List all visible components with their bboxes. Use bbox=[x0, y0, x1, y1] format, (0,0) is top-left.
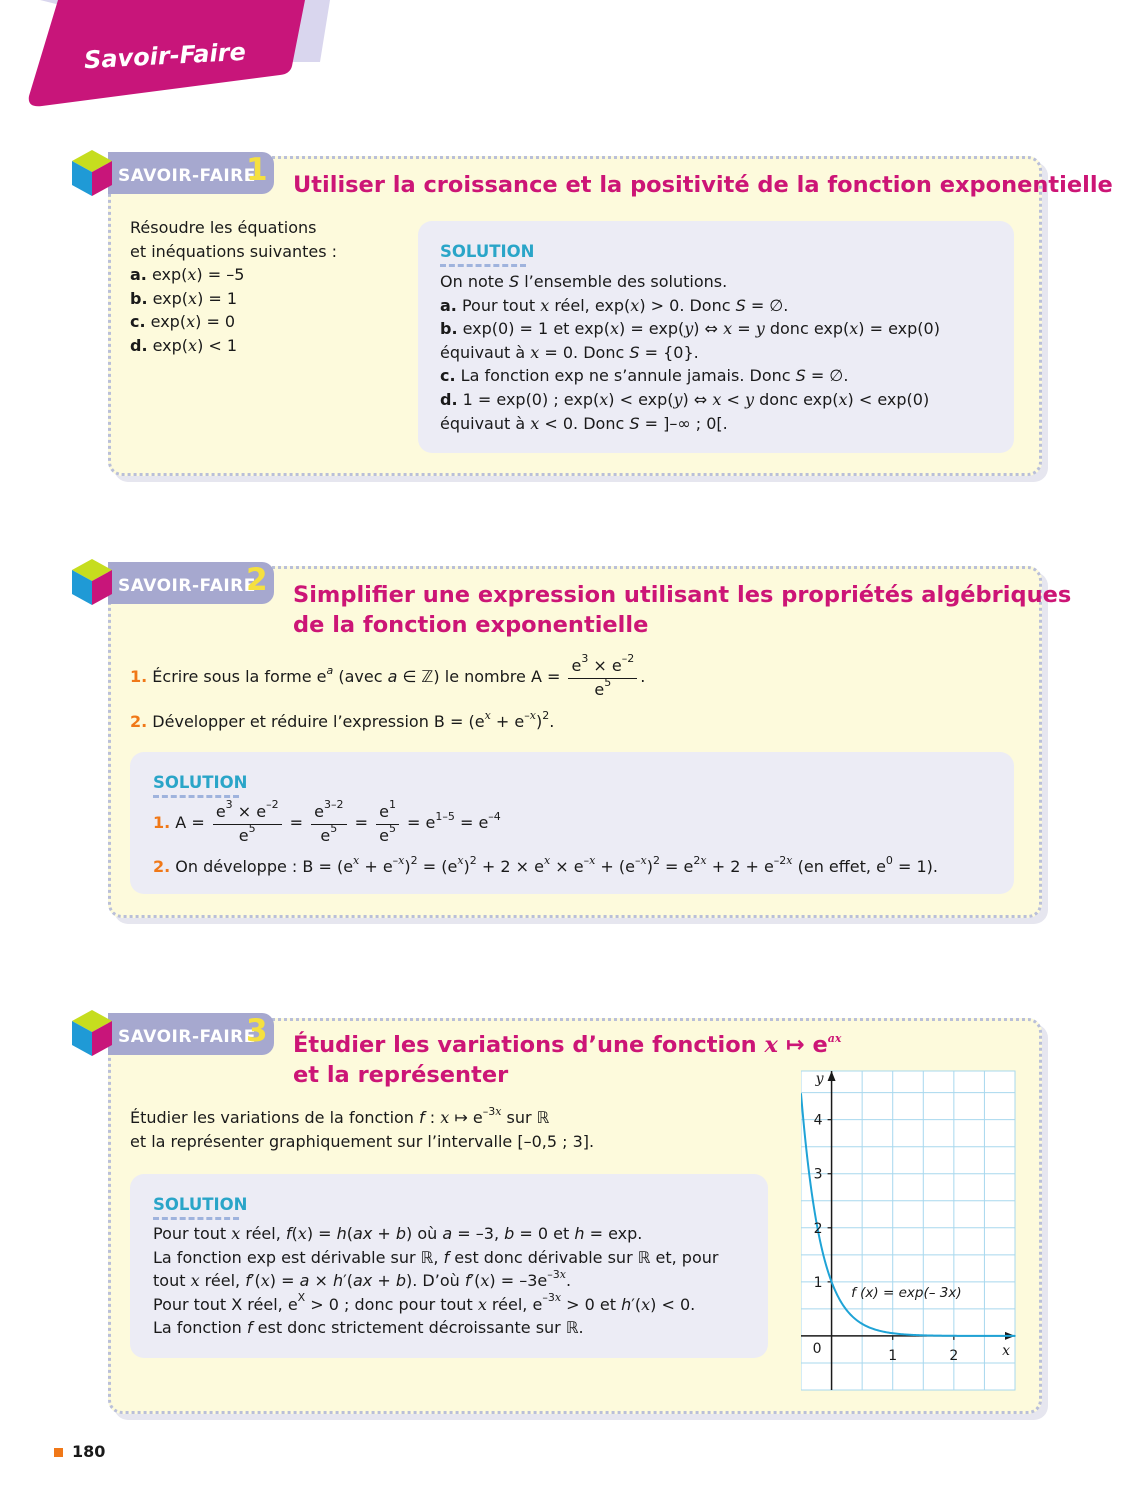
badge-number: 3 bbox=[246, 1013, 268, 1049]
data-point bbox=[831, 1281, 833, 1283]
badge-label: SAVOIR-FAIRE bbox=[118, 576, 256, 596]
data-point bbox=[849, 1313, 851, 1315]
solution-underline bbox=[153, 1217, 239, 1220]
sf2-solution-1: 1. A = $\frac{e^3 \times e^{-2}}{e^5}$ = $\frac{e^{3-2}}{e^5}$ = $\frac{e^1}{e^5}$ = $e^{1-5} = e^{-4}$ bbox=[153, 798, 501, 845]
data-point bbox=[953, 1335, 955, 1337]
sf2-question-1: 1. Écrire sous la forme $e^a$ (avec a ∈ ℤ) le nombre A = $\frac{e^3 \times e^{-2}}{e^5}$ . bbox=[130, 652, 646, 699]
cube-icon bbox=[72, 559, 112, 605]
data-point bbox=[922, 1335, 924, 1337]
savoir-faire-1-title: Utiliser la croissance et la positivité de la fonction exponentielle bbox=[293, 172, 1113, 198]
data-point bbox=[892, 1332, 894, 1334]
solution-heading: SOLUTION bbox=[153, 1195, 248, 1214]
y-axis-label: y bbox=[815, 1071, 824, 1087]
data-point bbox=[874, 1329, 876, 1331]
data-point bbox=[825, 1262, 827, 1264]
data-point bbox=[812, 1202, 814, 1204]
solution-heading: SOLUTION bbox=[153, 773, 248, 792]
x-tick-label: 1 bbox=[888, 1347, 898, 1364]
badge-number: 2 bbox=[246, 562, 268, 598]
sf1-statement: Résoudre les équations et inéquations suivantes : a. exp(x) = –5 b. exp(x) = 1 c. exp(x) = 0 d. exp(x) < 1 bbox=[130, 216, 337, 358]
data-point bbox=[819, 1237, 821, 1239]
x-tick-label: 2 bbox=[949, 1347, 959, 1364]
exercise-item: d. exp(x) < 1 bbox=[130, 335, 238, 355]
solution-underline bbox=[440, 264, 526, 267]
page-number: 180 bbox=[72, 1442, 106, 1461]
sf1-solution-text: On note S l’ensemble des solutions. a. Pour tout x réel, exp(x) > 0. Donc S = ∅. b. exp(0) = 1 et exp(x) = exp(y) ⇔ x = y donc exp(x) = exp(0) équivaut à x = 0. Donc S = {0}. c. La fonction exp ne s’annule jamais. Donc S = ∅. d. 1 = exp(0) ; exp(x) < exp(y) ⇔ x < y donc exp(x) < exp(0) équivaut à x < 0. Donc S = ]–∞ ; 0[. bbox=[440, 272, 940, 433]
exponential-graph bbox=[801, 1068, 1017, 1392]
savoir-faire-1-badge bbox=[108, 152, 274, 194]
page-title: Savoir-Faire bbox=[83, 37, 247, 75]
data-point bbox=[1014, 1335, 1016, 1337]
y-tick-label: 2 bbox=[813, 1220, 823, 1237]
cube-icon bbox=[72, 150, 112, 196]
page-marker bbox=[54, 1448, 63, 1457]
solution-heading: SOLUTION bbox=[440, 242, 535, 261]
sf3-statement: Étudier les variations de la fonction f : x ↦ $e^{-3x}$ sur ℝ et la représenter graphiquement sur l’intervalle [–0,5 ; 3]. bbox=[130, 1104, 595, 1151]
y-tick-label: 3 bbox=[813, 1166, 823, 1183]
cube-icon bbox=[72, 1010, 112, 1056]
exercise-item: a. exp(x) = –5 bbox=[130, 265, 245, 285]
data-point bbox=[984, 1335, 986, 1337]
y-tick-label: 4 bbox=[813, 1112, 823, 1129]
savoir-faire-3-title: Étudier les variations d’une fonction x ↦ $e^{ax}$ et la représenter bbox=[293, 1031, 842, 1088]
y-tick-label: 1 bbox=[813, 1274, 823, 1291]
sf2-question-2: 2. Développer et réduire l’expression $B = (e^x + e^{-x})^2$. bbox=[130, 708, 555, 731]
sf3-solution-text: Pour tout x réel, f(x) = h(ax + b) où a = –3, b = 0 et h = exp. La fonction exp est dérivable sur ℝ, f est donc dérivable sur ℝ et, pour tout x réel, f′(x) = a × h′(ax + b). D’où $f'(x) = -3e^{-3x}$. Pour tout X réel, $e^X > 0$ ; donc pour tout x réel, $e^{-3x} > 0$ et h′(x) < 0. La fonction f est donc strictement décroissante sur ℝ. bbox=[153, 1224, 719, 1338]
data-point bbox=[855, 1319, 857, 1321]
data-point bbox=[806, 1156, 808, 1158]
badge-label: SAVOIR-FAIRE bbox=[118, 166, 256, 186]
savoir-faire-3-badge bbox=[108, 1013, 274, 1055]
savoir-faire-2-badge bbox=[108, 562, 274, 604]
exercise-item: c. exp(x) = 0 bbox=[130, 312, 236, 332]
data-point bbox=[837, 1295, 839, 1297]
x-axis-label: x bbox=[1002, 1342, 1010, 1359]
exercise-item: b. exp(x) = 1 bbox=[130, 288, 238, 308]
origin-label: 0 bbox=[812, 1340, 822, 1357]
savoir-faire-2-title: Simplifier une expression utilisant les propriétés algébriques de la fonction exponentielle bbox=[293, 582, 1072, 638]
data-point bbox=[843, 1305, 845, 1307]
badge-label: SAVOIR-FAIRE bbox=[118, 1027, 256, 1047]
curve-label: f (x) = exp(– 3x) bbox=[851, 1285, 962, 1302]
sf2-solution-2: 2. On développe : $B = (e^x + e^{-x})^2 = (e^x)^2 + 2 \times e^x \times e^{-x} + (e^{-x})^2 = e^{2x} + 2 + e^{-2x}$ (en effet, $e^0 = 1$). bbox=[153, 853, 939, 876]
badge-number: 1 bbox=[246, 152, 268, 188]
data-point bbox=[861, 1323, 863, 1325]
